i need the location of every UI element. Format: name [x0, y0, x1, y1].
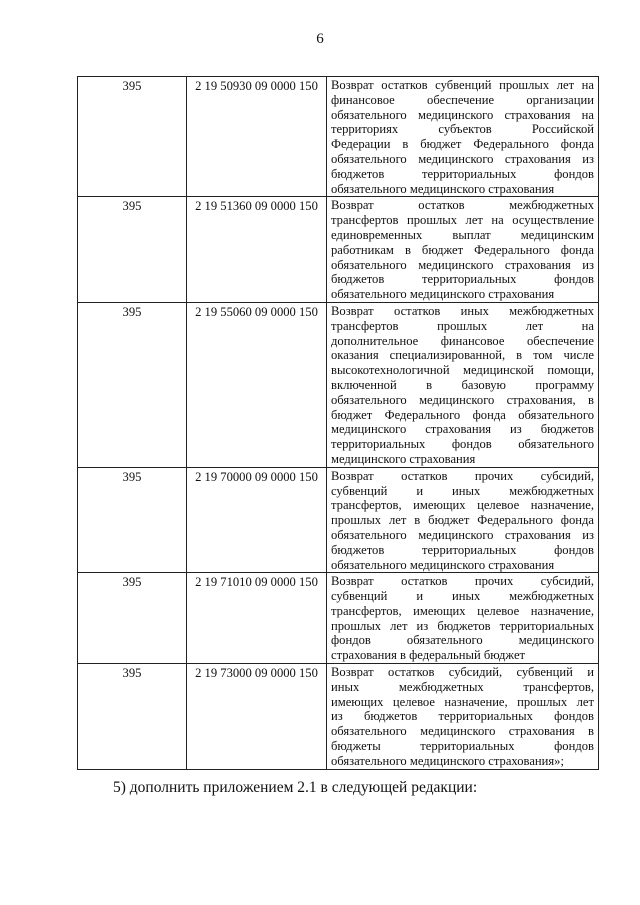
revenue-name-line: имеющих целевое назначение, прошлых лет	[331, 694, 594, 709]
table-body	[78, 77, 599, 770]
revenue-name-line: страхования в федеральный бюджет	[331, 648, 526, 663]
revenue-name-line: высокотехнологичной медицинской помощи,	[331, 363, 594, 378]
revenue-name-line: прошлых лет из бюджетов территориальных	[331, 618, 594, 633]
revenue-name-cell	[327, 197, 599, 303]
revenue-name-cell	[327, 467, 599, 573]
revenue-name-line: субвенций и иных межбюджетных	[331, 483, 594, 498]
revenue-name-line: трансфертов, имеющих целевое назначение,	[331, 603, 594, 618]
revenue-name-line: субвенций и иных межбюджетных	[331, 589, 594, 604]
revenue-name-line: трансфертов прошлых лет на осуществление	[331, 213, 594, 228]
budget-classification-table	[77, 76, 599, 770]
revenue-name-line: Возврат остатков субвенций прошлых лет на	[331, 78, 594, 92]
revenue-name-line: Возврат остатков иных межбюджетных	[331, 303, 594, 318]
revenue-name-line: бюджет Федерального фонда обязательного	[331, 407, 594, 422]
table-row	[78, 77, 599, 197]
revenue-name-line: единовременных выплат медицинским	[331, 227, 594, 242]
revenue-name-line: медицинского страхования из бюджетов	[331, 422, 594, 437]
page-number: 6	[316, 31, 324, 47]
amendment-paragraph: 5) дополнить приложением 2.1 в следующей редакции:	[113, 779, 478, 796]
table-row	[78, 573, 599, 664]
budget-code-cell: 2 19 71010 09 0000 150	[187, 573, 327, 664]
revenue-name-line: обязательного медицинского страхования в	[331, 724, 594, 739]
revenue-name-line: обязательного медицинского страхования	[331, 557, 555, 572]
budget-code-cell: 2 19 70000 09 0000 150	[187, 467, 327, 573]
admin-code-cell: 395	[78, 302, 187, 467]
admin-code-cell: 395	[78, 197, 187, 303]
revenue-name-line: из бюджетов территориальных фондов	[331, 709, 594, 724]
table-row	[78, 467, 599, 573]
revenue-name-line: бюджеты территориальных фондов	[331, 739, 594, 754]
revenue-name-cell	[327, 664, 599, 770]
revenue-name-line: трансфертов, имеющих целевое назначение,	[331, 498, 594, 513]
budget-code-cell: 2 19 55060 09 0000 150	[187, 302, 327, 467]
revenue-name-line: фондов обязательного медицинского	[331, 633, 594, 648]
revenue-name-line: обязательного медицинского страхования из	[331, 257, 594, 272]
revenue-name-line: Возврат остатков субсидий, субвенций и	[331, 665, 594, 680]
revenue-name-line: иных межбюджетных трансфертов,	[331, 679, 594, 694]
revenue-name-line: работникам в бюджет Федерального фонда	[331, 242, 594, 257]
revenue-name-line: обязательного медицинского страхования на	[331, 107, 594, 122]
revenue-name-line: Возврат остатков прочих субсидий,	[331, 574, 594, 589]
revenue-name-cell	[327, 302, 599, 467]
budget-code-cell: 2 19 73000 09 0000 150	[187, 664, 327, 770]
revenue-name-line: территориальных фондов обязательного	[331, 437, 594, 452]
revenue-name-line: Возврат остатков прочих субсидий,	[331, 468, 594, 483]
revenue-name-line: трансфертов прошлых лет на	[331, 318, 594, 333]
revenue-name-line: обязательного медицинского страхования»;	[331, 753, 564, 768]
revenue-name-line: обязательного медицинского страхования	[331, 181, 555, 196]
admin-code-cell: 395	[78, 467, 187, 573]
budget-code-cell: 2 19 51360 09 0000 150	[187, 197, 327, 303]
admin-code-cell: 395	[78, 77, 187, 197]
table-row	[78, 302, 599, 467]
revenue-name-cell	[327, 77, 599, 197]
revenue-name-line: бюджетов территориальных фондов	[331, 542, 594, 557]
revenue-name-line: обязательного медицинского страхования из	[331, 151, 594, 166]
revenue-name-line: обязательного медицинского страхования	[331, 287, 555, 302]
revenue-name-line: обязательного медицинского страхования из	[331, 527, 594, 542]
table-row	[78, 664, 599, 770]
revenue-name-line: оказания специализированной, в том числе	[331, 348, 594, 363]
revenue-name-line: Возврат остатков межбюджетных	[331, 198, 594, 213]
revenue-name-cell	[327, 573, 599, 664]
revenue-name-line: бюджетов территориальных фондов	[331, 272, 594, 287]
admin-code-cell: 395	[78, 664, 187, 770]
revenue-name-line: Федерации в бюджет Федерального фонда	[331, 137, 594, 152]
revenue-name-line: финансовое обеспечение организации	[331, 92, 594, 107]
revenue-name-line: территориях субъектов Российской	[331, 122, 594, 137]
admin-code-cell: 395	[78, 573, 187, 664]
table-row	[78, 197, 599, 303]
revenue-name-line: дополнительное финансовое обеспечение	[331, 333, 594, 348]
revenue-name-line: прошлых лет в бюджет Федерального фонда	[331, 513, 594, 528]
budget-code-cell: 2 19 50930 09 0000 150	[187, 77, 327, 197]
revenue-name-line: медицинского страхования	[331, 451, 476, 466]
revenue-name-line: бюджетов территориальных фондов	[331, 166, 594, 181]
revenue-name-line: включенной в базовую программу	[331, 377, 594, 392]
revenue-name-line: обязательного медицинского страхования, в	[331, 392, 594, 407]
